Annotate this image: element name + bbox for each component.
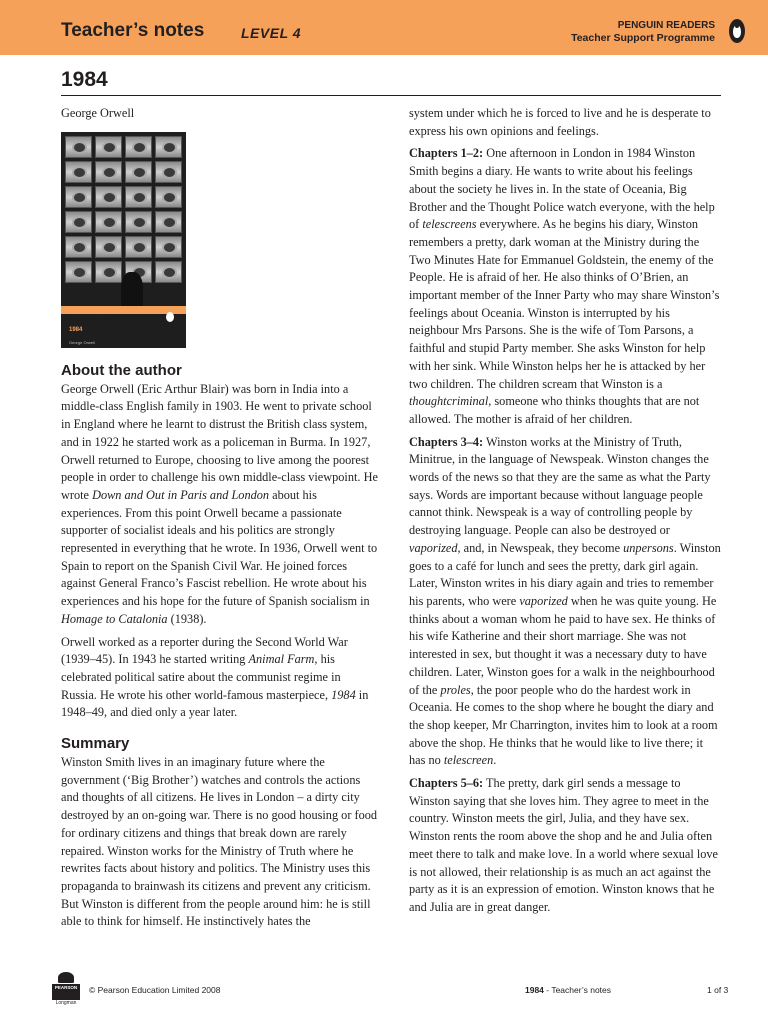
- title-divider: [61, 95, 721, 96]
- eye-icon: [125, 236, 152, 258]
- summary-paragraph: Winston Smith lives in an imaginary future where the government (‘Big Brother’) watches and controls the actions and thoughts of all citizens. He lives in London – a dirty city destroyed by an on-going war. There is no good housing or food for ordinary citizens and things that break down are rarely repaired. Winston works for the Ministry of Truth where he rewrites facts about history and politics. The Ministry uses this propaganda to brainwash its citizens and prevent any criticism. But Winston is different from the people around him: he is still able to think for himself. He instinctively hates the: [61, 755, 378, 929]
- eye-icon: [155, 161, 182, 183]
- summary-heading: Summary: [61, 735, 130, 753]
- chapters-5-6: Chapters 5–6: The pretty, dark girl sends a message to Winston saying that she loves him. They agree to meet in the country. Winston meets the girl, Julia, and they have sex. Winston rents the room above the shop and he and Julia often meet there to talk and make love. In a world where sexual love is not allowed, their relationship is as much an act against the party as it is an expression of emotion. Winston knows that he and Julia are in great danger.: [409, 776, 719, 914]
- eye-icon: [65, 236, 92, 258]
- author-name: George Orwell: [61, 106, 135, 120]
- eye-icon: [125, 186, 152, 208]
- right-column: [409, 105, 721, 917]
- cover-title: 1984: [69, 326, 83, 333]
- cover-author: George Orwell: [69, 339, 95, 345]
- chapters-1-2: Chapters 1–2: One afternoon in London in 1984 Winston Smith begins a diary. He wants to write about his feelings about the society he lives in. In the state of Oceania, Big Brother and the Thought Police watch everyone, with the help of telescreens everywhere. As he begins his diary, Winston remembers a pretty, dark woman at the Ministry during the Two Minutes Hate for Emmanuel Goldstein, the enemy of the People. He is afraid of her. He also thinks of O’Brien, an important member of the Inner Party who may share Winston’s feelings about Oceania. Winston is interrupted by his neighbour Mrs Parsons. She is the wife of Tom Parsons, a faithful and stupid Party member. She asks Winston for help with her sink. While Winston helps her he is attacked by her two children. The children scream that Winston is a thoughtcriminal, someone who thinks thoughts that are not allowed. The mother is afraid of her children.: [409, 146, 720, 426]
- eye-icon: [155, 261, 182, 283]
- eye-icon: [155, 211, 182, 233]
- eye-icon: [125, 211, 152, 233]
- eye-icon: [155, 186, 182, 208]
- pearson-logo-icon: PEARSON Longman: [52, 972, 80, 1004]
- left-column: [61, 105, 379, 931]
- eye-icon: [65, 211, 92, 233]
- about-heading: About the author: [61, 361, 182, 379]
- eye-icon: [95, 261, 122, 283]
- brand-block: [571, 19, 715, 45]
- page-header: [0, 0, 768, 55]
- eye-icon: [95, 211, 122, 233]
- about-paragraph-1: George Orwell (Eric Arthur Blair) was born in India into a middle-class English family in 1903. He went to private school in England where he learnt to distrust the British class system, and in 1922 he started work as a policeman in Burma. In 1927, Orwell returned to Europe, choosing to live among the poorest people in order to challenge his own middle-class viewpoint. He wrote Down and Out in Paris and London about his experiences. From this point Orwell became a passionate supporter of socialist ideals and his politics are strongly represented in everything that he wrote. In 1936, Orwell went to Spain to report on the Spanish Civil War. He joined forces against General Franco’s Fascist rebellion. He wrote about his experiences and his hope for the future of Spanish socialism in Homage to Catalonia (1938).: [61, 381, 378, 626]
- chapters-3-4: Chapters 3–4: Winston works at the Ministry of Truth, Minitrue, in the language of Newspeak. Winston changes the words of the news so that they are the same as what the Party says. Words are important because without language people cannot think. Newspeak is a way of controlling people by destroying language. People can also be destroyed or vaporized, and, in Newspeak, they become unpersons. Winston goes to a café for lunch and sees the pretty, dark girl again. Later, Winston writes in his diary again and tries to remember his parents, who were vaporized when he was quite young. He thinks about a woman whom he paid to have sex. He thinks of his wife Katherine and their short marriage. She was not interested in sex, but thought it was a necessary duty to have children. Later, Winston goes for a walk in the neighbourhood of the proles, the poor people who do the hardest work in Oceania. He comes to the shop where he bought the diary and the shop keeper, Mr Charrington, invites him to look at a room above the shop. He thinks that he would like to live there; it has no telescreen.: [409, 434, 721, 768]
- eye-icon: [155, 136, 182, 158]
- eye-icon: [95, 161, 122, 183]
- brand-name: PENGUIN READERS: [617, 20, 715, 31]
- eye-icon: [125, 161, 152, 183]
- level-label: LEVEL 4: [241, 25, 302, 41]
- summary-continued: system under which he is forced to live and he is desperate to express his own opinions and feelings.: [409, 106, 711, 138]
- penguin-logo-icon: [166, 312, 174, 322]
- eye-icon: [155, 236, 182, 258]
- eye-icon: [65, 186, 92, 208]
- header-title: Teacher’s notes: [61, 20, 205, 41]
- penguin-logo-icon: [729, 19, 745, 43]
- cover-series: PENGUIN READERS: [68, 312, 112, 318]
- about-paragraph-2: Orwell worked as a reporter during the Second World War (1939–45). In 1943 he started writing Animal Farm, his celebrated political satire about the communist regime in Russia. He wrote his other world-famous masterpiece, 1984 in 1948–49, and died only a year later.: [61, 634, 369, 720]
- eye-icon: [65, 261, 92, 283]
- page-footer: [0, 968, 768, 1024]
- eye-icon: [95, 186, 122, 208]
- page-title: 1984: [61, 68, 108, 91]
- footer-doc-title: 1984 - Teacher’s notes: [525, 985, 612, 995]
- brand-programme: Teacher Support Programme: [571, 32, 715, 44]
- eye-icon: [125, 136, 152, 158]
- cover-eyes-grid: [65, 136, 182, 283]
- copyright-text: © Pearson Education Limited 2008: [89, 985, 221, 995]
- book-cover-image: [61, 132, 186, 348]
- eye-icon: [65, 161, 92, 183]
- page-number: 1 of 3: [707, 985, 729, 995]
- eye-icon: [95, 236, 122, 258]
- eye-icon: [95, 136, 122, 158]
- eye-icon: [65, 136, 92, 158]
